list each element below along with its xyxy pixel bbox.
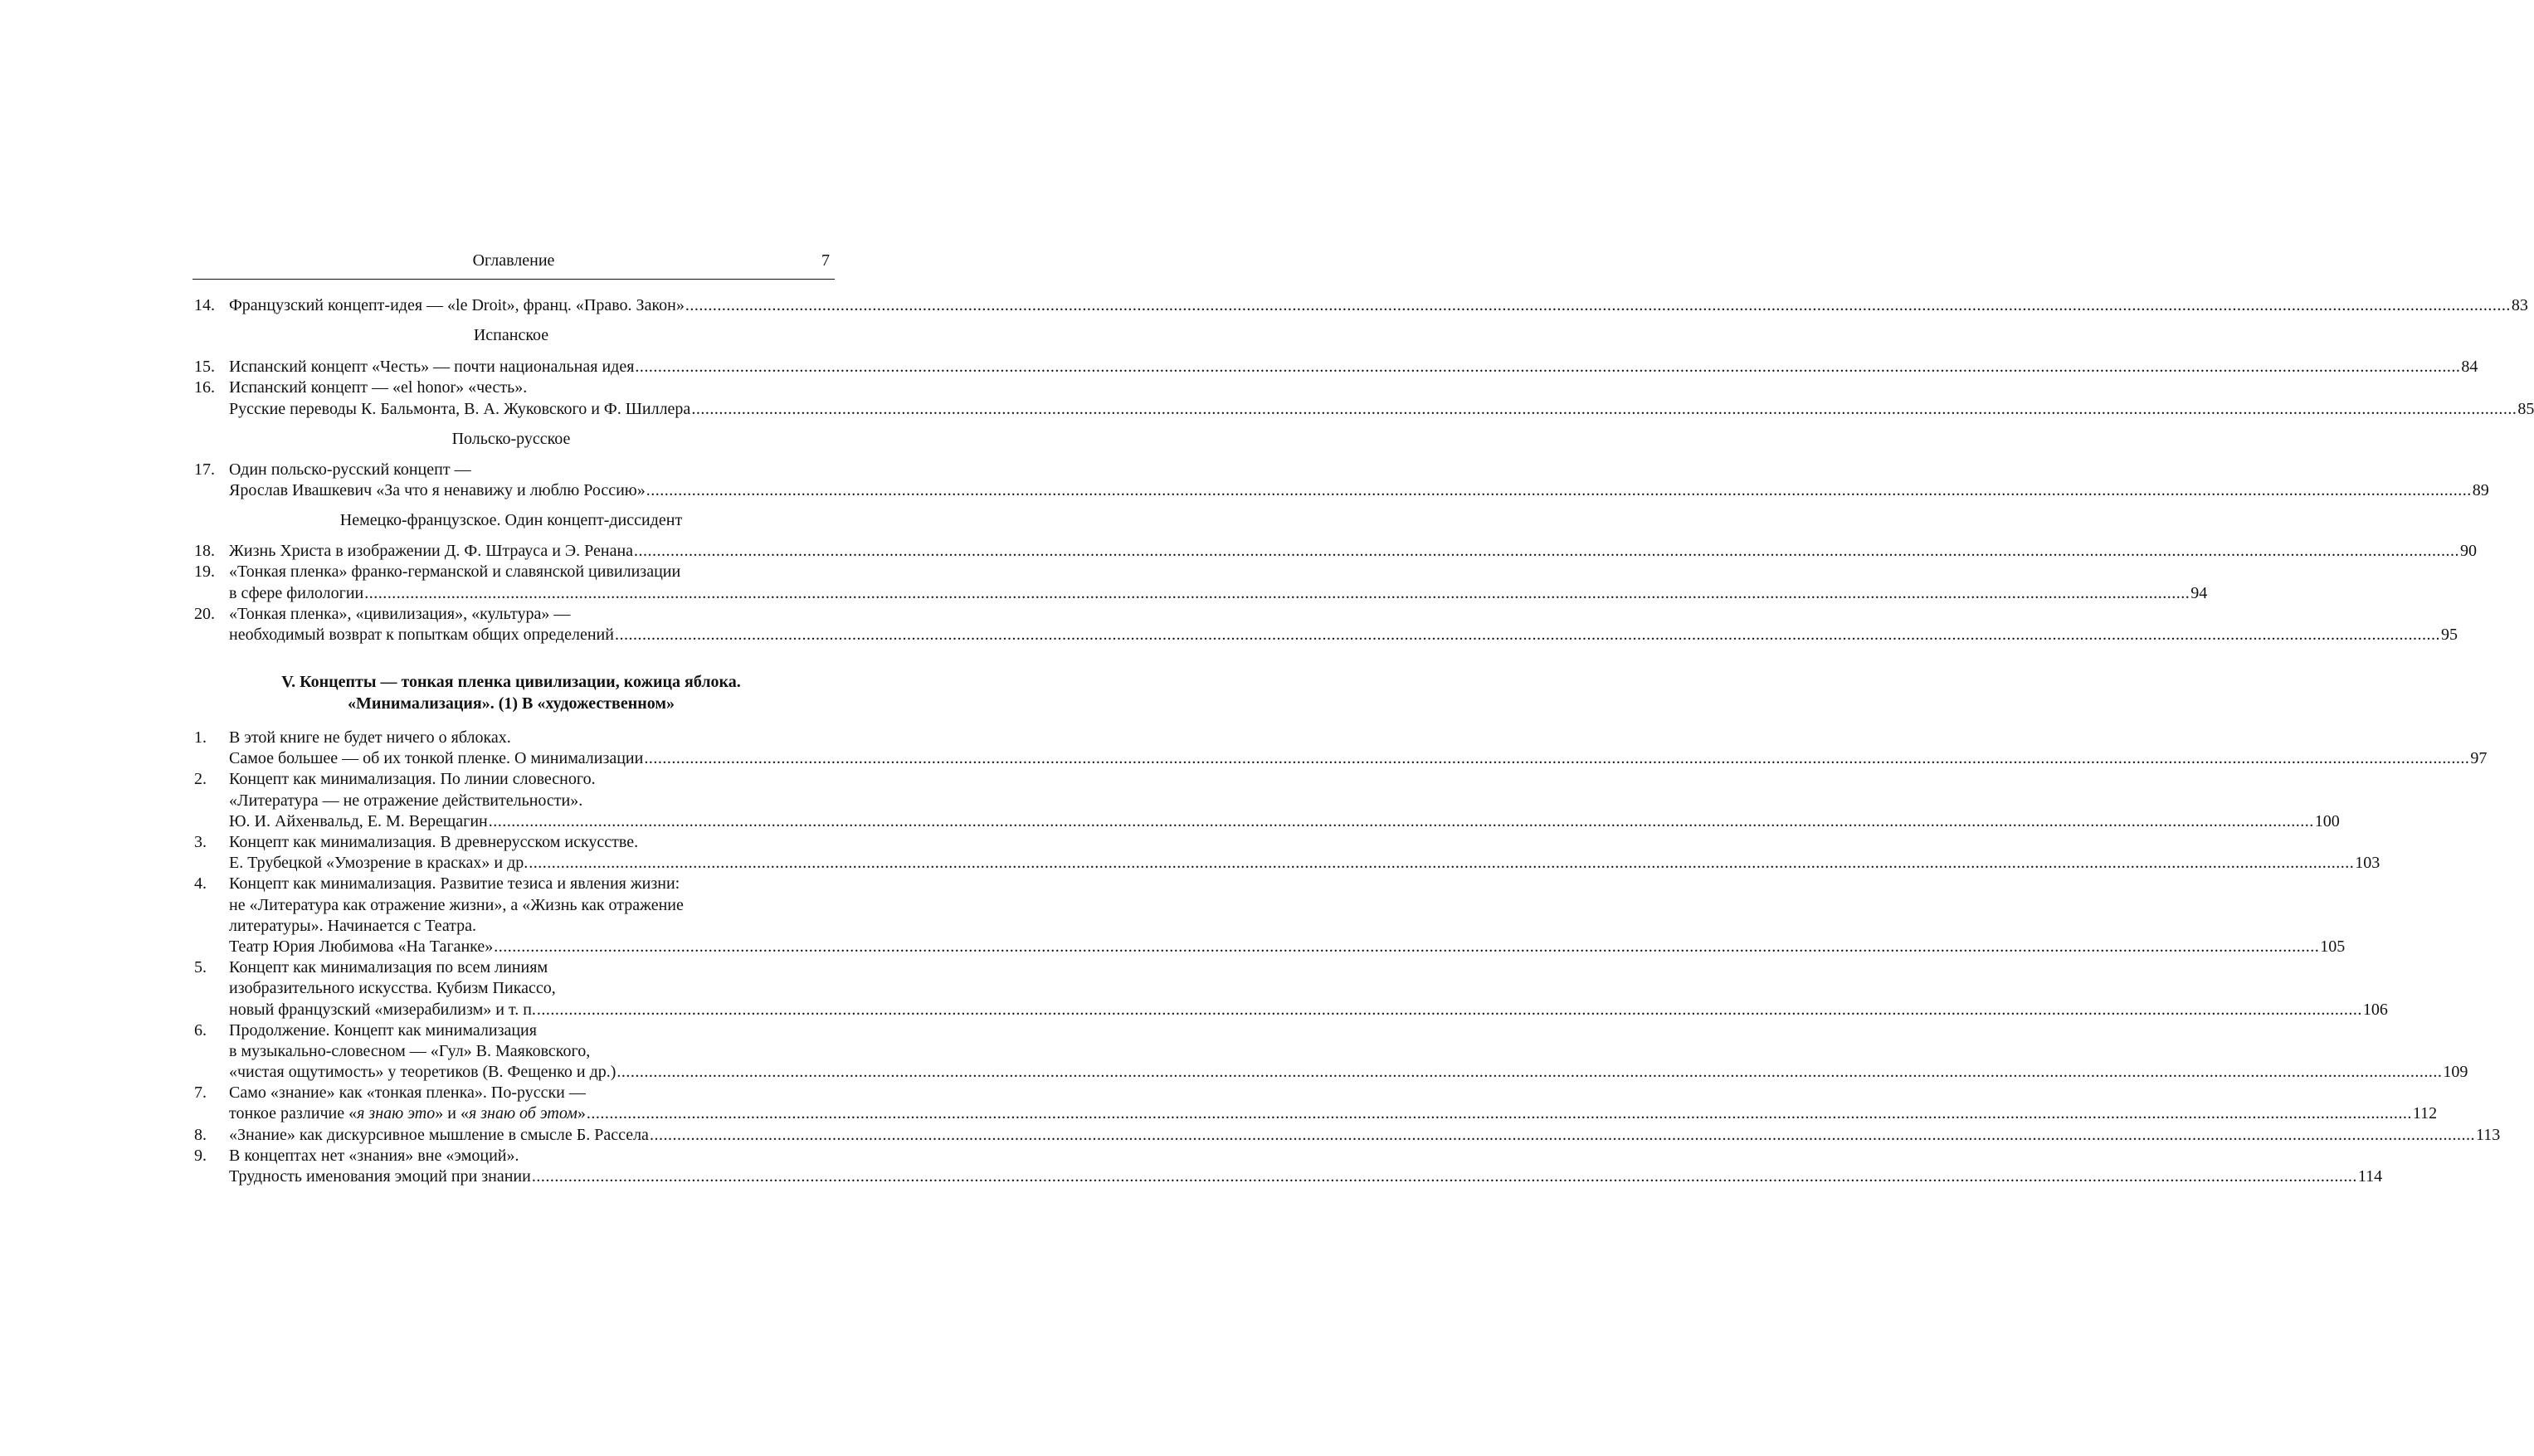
toc-entry-text: Один польско-русский концепт — — [229, 460, 471, 479]
dot-leader: ................................................................................................................................................................................................................................................................................................................................................................................................................ — [586, 1104, 2412, 1123]
chapter-title-line-2: «Минимализация». (1) В «художественном» — [347, 694, 675, 713]
toc-entry-text: Концепт как минимализация. Развитие тезиса и явления жизни: — [229, 874, 680, 894]
toc-entry-content — [229, 1000, 2388, 1020]
toc-group-b — [192, 357, 2534, 420]
toc-entry-line — [192, 399, 2534, 420]
toc-entry-line — [192, 562, 830, 582]
toc-entry-content — [229, 1166, 2383, 1187]
toc-entry-line — [192, 480, 2489, 501]
toc-entry-line — [192, 978, 830, 999]
toc-entry-content — [229, 791, 830, 811]
toc-entry-content — [229, 1062, 2468, 1083]
toc-page-ref: 106 — [2362, 1000, 2388, 1019]
toc-entry-italic-phrase: я знаю об этом — [468, 1104, 577, 1123]
dot-leader: ................................................................................................................................................................................................................................................................................................................................................................................................................ — [531, 1167, 2357, 1186]
toc-entry-text: Русские переводы К. Бальмонта, В. А. Жуковского и Ф. Шиллера — [229, 399, 691, 418]
toc-entry-content — [229, 295, 2528, 316]
toc-entry-line — [192, 1000, 2388, 1020]
dot-leader: ................................................................................................................................................................................................................................................................................................................................................................................................................ — [536, 1000, 2362, 1019]
dot-leader: ................................................................................................................................................................................................................................................................................................................................................................................................................ — [685, 296, 2511, 314]
toc-entry — [192, 832, 2380, 874]
toc-entry-number: 9. — [194, 1146, 207, 1165]
toc-page-ref: 109 — [2443, 1063, 2468, 1082]
toc-entry-content — [229, 1020, 830, 1041]
toc-entry-content — [229, 769, 830, 790]
toc-page-ref: 90 — [2460, 542, 2478, 561]
toc-entry-number: 19. — [194, 562, 215, 582]
toc-entry-number: 17. — [194, 460, 215, 479]
dot-leader: ................................................................................................................................................................................................................................................................................................................................................................................................................ — [646, 480, 2472, 499]
toc-entry-text: Испанский концепт — «el honor» «честь». — [229, 378, 528, 397]
dot-leader: ................................................................................................................................................................................................................................................................................................................................................................................................................ — [649, 1125, 2475, 1144]
toc-page-ref: 89 — [2472, 480, 2489, 499]
toc-entry-content — [229, 937, 2346, 957]
toc-entry — [192, 1083, 2438, 1124]
dot-leader: ................................................................................................................................................................................................................................................................................................................................................................................................................ — [644, 749, 2470, 768]
toc-page-ref: 97 — [2470, 749, 2488, 768]
toc-entry-line — [192, 853, 2380, 874]
toc-entry — [192, 874, 2346, 957]
toc-entry-line — [192, 1041, 830, 1062]
toc-entry-text-fragment: » и « — [435, 1104, 469, 1123]
toc-entry-line — [192, 541, 2478, 562]
toc-entry-number: 14. — [194, 296, 215, 314]
toc-entry-text: В этой книге не будет ничего о яблоках. — [229, 728, 511, 747]
toc-entry-line — [192, 874, 830, 894]
section-title-german-french: Немецко-французское. Один концепт-диссидент — [339, 511, 683, 530]
toc-entry-text: В концептах нет «знания» вне «эмоций». — [229, 1146, 519, 1165]
toc-entry-text: Трудность именования эмоций при знании — [229, 1167, 531, 1186]
toc-entry-content — [229, 357, 2478, 377]
toc-entry-text: Концепт как минимализация. По линии словесного. — [229, 770, 596, 789]
toc-entry — [192, 769, 2340, 832]
toc-entry-line — [192, 957, 830, 978]
toc-entry-line — [192, 460, 830, 480]
toc-page-ref: 83 — [2511, 296, 2528, 314]
toc-entry-text: «Литература — не отражение действительности». — [229, 791, 583, 810]
toc-entry-line — [192, 1083, 830, 1103]
toc-entry — [192, 1020, 2468, 1083]
toc-entry-line — [192, 583, 2208, 604]
toc-entry-number: 3. — [194, 833, 207, 851]
toc-entry-number: 20. — [194, 604, 215, 623]
toc-entry-line — [192, 377, 830, 398]
dot-leader: ................................................................................................................................................................................................................................................................................................................................................................................................................ — [494, 937, 2320, 956]
toc-page-ref: 112 — [2412, 1104, 2438, 1123]
toc-entry-content — [229, 399, 2534, 420]
toc-entry-line — [192, 895, 830, 916]
toc-entry-content — [229, 916, 830, 937]
toc-entry-content — [229, 541, 2478, 562]
section-title-polish-russian: Польско-русское — [451, 429, 571, 448]
toc-entry-number: 18. — [194, 542, 215, 561]
toc-entry-content — [229, 562, 830, 582]
toc-entry-content — [229, 377, 830, 398]
toc-page-ref: 105 — [2320, 937, 2346, 956]
toc-entry-text: «Тонкая пленка», «цивилизация», «культура» — — [229, 604, 571, 623]
toc-entry — [192, 357, 2478, 377]
toc-entry-content — [229, 604, 830, 625]
toc-entry-text: Само «знание» как «тонкая пленка». По-русски — — [229, 1083, 586, 1103]
toc-entry-text: необходимый возврат к попыткам общих определений — [229, 625, 614, 644]
toc-page-ref: 100 — [2314, 811, 2340, 830]
toc-entry-line — [192, 1103, 2438, 1124]
dot-leader: ................................................................................................................................................................................................................................................................................................................................................................................................................ — [634, 542, 2460, 561]
toc-entry-text: Французский концепт-идея — «le Droit», франц. «Право. Закон» — [229, 296, 685, 314]
toc-page-ref: 84 — [2461, 358, 2478, 377]
toc-entry-line — [192, 625, 2458, 645]
toc-entry-content — [229, 832, 830, 853]
toc-entry-italic-phrase: я знаю это — [357, 1104, 436, 1123]
toc-entry-content — [229, 978, 830, 999]
toc-entry-content — [229, 583, 2208, 604]
toc-page-ref: 113 — [2475, 1125, 2501, 1144]
toc-entry-content — [229, 728, 830, 748]
toc-entry-number: 6. — [194, 1020, 207, 1040]
toc-entry-line — [192, 357, 2478, 377]
dot-leader: ................................................................................................................................................................................................................................................................................................................................................................................................................ — [488, 811, 2314, 830]
toc-entry-line — [192, 295, 2528, 316]
page-number: 7 — [821, 251, 830, 270]
toc-entry-text: «Тонкая пленка» франко-германской и славянской цивилизации — [229, 562, 681, 582]
toc-entry-content — [229, 1083, 830, 1103]
toc-entry-line — [192, 1146, 830, 1166]
toc-entry — [192, 541, 2478, 562]
toc-entry — [192, 1125, 2501, 1146]
toc-entry-text-fragment: тонкое различие « — [229, 1104, 358, 1123]
toc-entry-content — [229, 1146, 830, 1166]
toc-entry-content — [229, 1041, 830, 1062]
toc-entry-line — [192, 1020, 830, 1041]
toc-entry — [192, 728, 2488, 769]
toc-entry-text: Е. Трубецкой «Умозрение в красках» и др. — [229, 854, 529, 873]
toc-entry-number: 5. — [194, 958, 207, 977]
toc-entry-number: 16. — [194, 378, 215, 397]
toc-entry-text: «Знание» как дискурсивное мышление в смысле Б. Рассела — [229, 1125, 649, 1144]
toc-entry-content — [229, 625, 2458, 645]
toc-entry-number: 1. — [194, 728, 207, 747]
toc-entry-line — [192, 728, 830, 748]
toc-entry-text: в сфере филологии — [229, 583, 364, 602]
toc-entry-content — [229, 460, 830, 480]
toc-entry-number: 15. — [194, 358, 215, 377]
running-head — [192, 249, 835, 280]
toc-group-a — [192, 295, 2528, 316]
dot-leader: ................................................................................................................................................................................................................................................................................................................................................................................................................ — [614, 625, 2440, 644]
toc-entry-content — [229, 853, 2380, 874]
toc-entry-line — [192, 1125, 2501, 1146]
toc-entry-content — [229, 748, 2488, 769]
toc-page-ref: 114 — [2357, 1167, 2383, 1186]
toc-page-ref: 94 — [2190, 583, 2208, 602]
toc-entry-line — [192, 916, 830, 937]
toc-entry-number: 2. — [194, 770, 207, 789]
toc-entry-line — [192, 811, 2340, 832]
toc-page-ref: 103 — [2355, 854, 2380, 873]
toc-entry-number: 7. — [194, 1083, 207, 1103]
toc-entry-text: литературы». Начинается с Театра. — [229, 916, 477, 935]
toc-entry-text: Концепт как минимализация. В древнерусском искусстве. — [229, 833, 639, 851]
toc-entry-line — [192, 1166, 2383, 1187]
toc-entry — [192, 1146, 2383, 1187]
chapter-title-line-1: V. Концепты — тонкая пленка цивилизации, кожица яблока. — [281, 673, 741, 692]
toc-entry-text: Самое большее — об их тонкой пленке. О минимализации — [229, 749, 644, 768]
toc-entry-line — [192, 791, 830, 811]
toc-entry-line — [192, 748, 2488, 769]
toc-entry — [192, 604, 2458, 645]
running-title: Оглавление — [472, 251, 555, 270]
toc-entry-content — [229, 1125, 2501, 1146]
toc-entry-line — [192, 1062, 2468, 1083]
toc-entry-text: Жизнь Христа в изображении Д. Ф. Штрауса и Э. Ренана — [229, 542, 634, 561]
toc-entry-content — [229, 874, 830, 894]
toc-entry-text: Испанский концепт «Честь» — почти национальная идея — [229, 358, 635, 377]
toc-entry-line — [192, 769, 830, 790]
toc-entry-line — [192, 937, 2346, 957]
toc-entry-line — [192, 604, 830, 625]
toc-entry-text: «чистая ощутимость» у теоретиков (В. Фещенко и др.) — [229, 1063, 616, 1082]
toc-entry-text — [229, 1103, 586, 1124]
toc-entry-content — [229, 480, 2489, 501]
toc-entry-text: Продолжение. Концепт как минимализация — [229, 1020, 537, 1040]
section-title-spanish: Испанское — [473, 326, 549, 345]
dot-leader: ................................................................................................................................................................................................................................................................................................................................................................................................................ — [635, 358, 2461, 377]
toc-entry-content — [229, 1103, 2438, 1124]
toc-entry-content — [229, 957, 830, 978]
dot-leader: ................................................................................................................................................................................................................................................................................................................................................................................................................ — [691, 399, 2517, 418]
toc-entry-text: не «Литература как отражение жизни», а «Жизнь как отражение — [229, 895, 684, 914]
toc-entry-text: Ярослав Ивашкевич «За что я ненавижу и люблю Россию» — [229, 480, 646, 499]
toc-entry — [192, 377, 2534, 419]
toc-entry-number: 8. — [194, 1125, 207, 1144]
toc-entry-content — [229, 895, 830, 916]
toc-group-c — [192, 460, 2489, 501]
toc-page-ref: 95 — [2440, 625, 2458, 644]
toc-group-e — [192, 728, 2501, 1187]
dot-leader: ................................................................................................................................................................................................................................................................................................................................................................................................................ — [616, 1063, 2443, 1082]
dot-leader: ................................................................................................................................................................................................................................................................................................................................................................................................................ — [364, 583, 2190, 602]
toc-entry-text: Театр Юрия Любимова «На Таганке» — [229, 937, 494, 956]
toc-entry-line — [192, 832, 830, 853]
toc-entry-text: Концепт как минимализация по всем линиям — [229, 958, 548, 977]
toc-entry-number: 4. — [194, 874, 207, 894]
toc-entry-content — [229, 811, 2340, 832]
toc-group-d — [192, 541, 2478, 645]
toc-entry-text: Ю. И. Айхенвальд, Е. М. Верещагин — [229, 811, 488, 830]
toc-entry-text: новый французский «мизерабилизм» и т. п. — [229, 1000, 536, 1019]
toc-page-ref: 85 — [2517, 399, 2534, 418]
table-of-contents — [192, 295, 2534, 1187]
toc-entry — [192, 957, 2388, 1020]
toc-entry — [192, 562, 2208, 603]
toc-entry — [192, 295, 2528, 316]
dot-leader: ................................................................................................................................................................................................................................................................................................................................................................................................................ — [529, 854, 2355, 873]
toc-entry — [192, 460, 2489, 501]
toc-entry-text: изобразительного искусства. Кубизм Пикассо, — [229, 979, 556, 998]
toc-entry-text-fragment: » — [577, 1104, 586, 1123]
toc-entry-text: в музыкально-словесном — «Гул» В. Маяковского, — [229, 1041, 591, 1060]
